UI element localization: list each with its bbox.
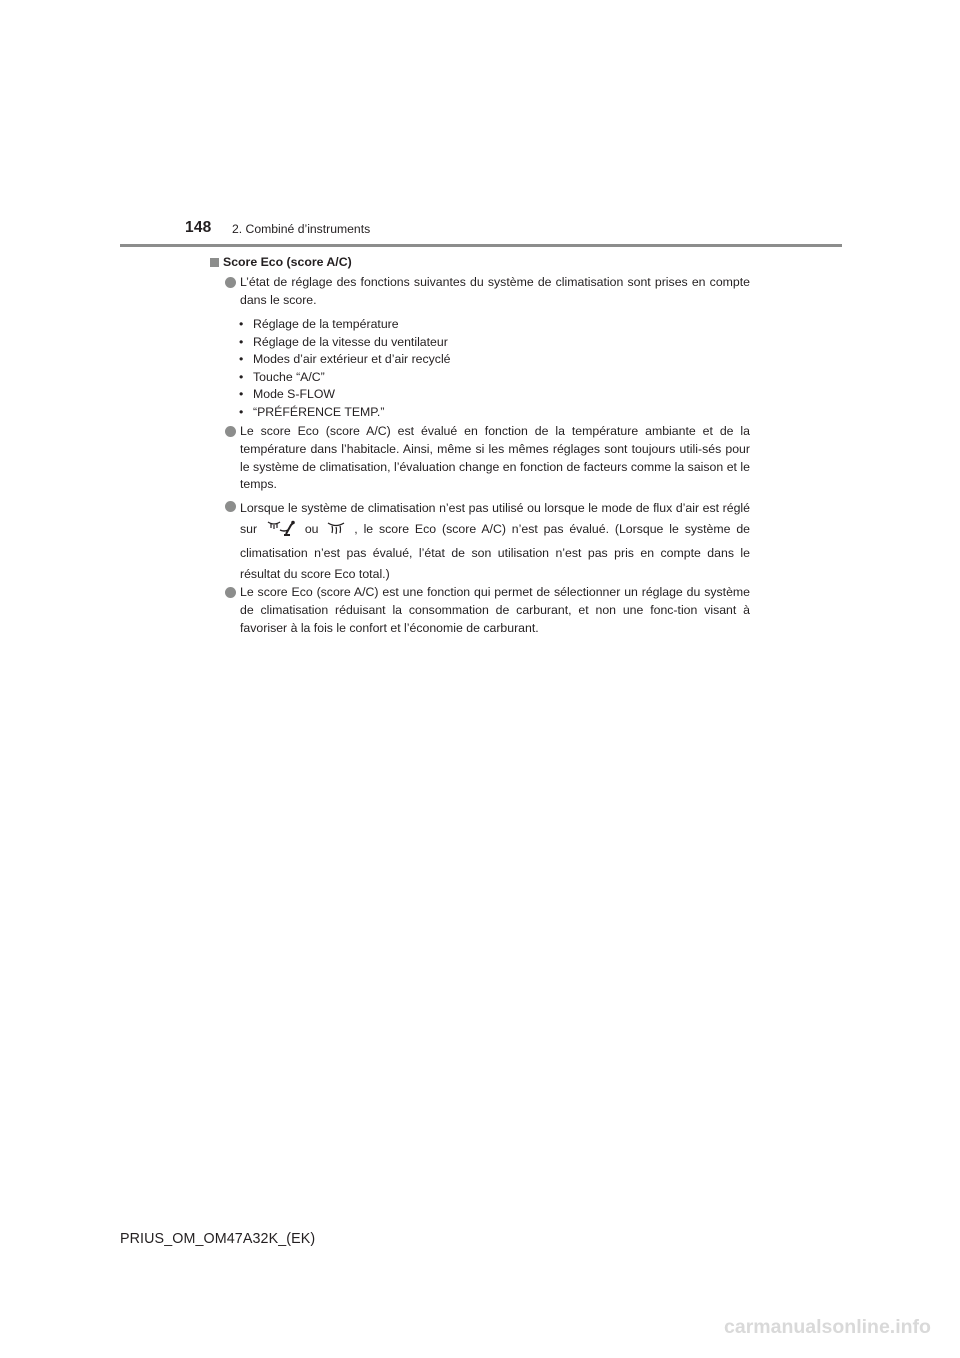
paragraph-2-text: Le score Eco (score A/C) est évalué en fonction de la température ambiante et de la température dans l’habitacle. Ainsi, même si les mêmes réglages sont toujours utili-sés pour le système de climatisation, l’évaluation change en fonction de facteurs comme la saison et le temps. bbox=[240, 424, 750, 492]
list-item: • Réglage de la température bbox=[238, 316, 451, 334]
paragraph-1 bbox=[240, 274, 750, 310]
paragraph-4 bbox=[240, 584, 750, 637]
list-item: • Modes d’air extérieur et d’air recyclé bbox=[238, 351, 451, 369]
paragraph-3-text-b: ou bbox=[304, 522, 319, 536]
circle-bullet-icon bbox=[225, 501, 236, 512]
paragraph-3-text-c: , le score Eco (score A/C) n’est pas évalué. (Lorsque le système de climatisation n’est pas évalué, l’état de son utilisation n’est pas pris en compte dans le résultat du score Eco total.) bbox=[240, 522, 751, 581]
paragraph-4-text: Le score Eco (score A/C) est une fonction qui permet de sélectionner un réglage du système de climatisation réduisant la consommation de carburant, et non une fonc-tion visant à favoriser à la fois le confort et l’économie de carburant. bbox=[240, 585, 750, 635]
list-item: • “PRÉFÉRENCE TEMP.” bbox=[238, 404, 451, 422]
paragraph-3 bbox=[240, 498, 750, 585]
square-bullet-icon bbox=[210, 258, 219, 267]
section-heading-text: Score Eco (score A/C) bbox=[223, 255, 352, 269]
page-number: 148 bbox=[185, 219, 212, 236]
windshield-defrost-icon bbox=[327, 520, 345, 543]
paragraph-2 bbox=[240, 423, 750, 494]
windshield-feet-airflow-icon bbox=[266, 520, 296, 543]
list-item: • Mode S-FLOW bbox=[238, 386, 451, 404]
document-code: PRIUS_OM_OM47A32K_(EK) bbox=[120, 1231, 316, 1247]
circle-bullet-icon bbox=[225, 426, 236, 437]
circle-bullet-icon bbox=[225, 277, 236, 288]
chapter-title: 2. Combiné d’instruments bbox=[232, 222, 371, 236]
paragraph-1-text: L’état de réglage des fonctions suivantes du système de climatisation sont prises en compte dans le score. bbox=[240, 275, 750, 307]
list-item: • Réglage de la vitesse du ventilateur bbox=[238, 334, 451, 352]
circle-bullet-icon bbox=[225, 587, 236, 598]
settings-list bbox=[238, 316, 451, 422]
header-rule bbox=[120, 244, 842, 247]
paragraph-3-text-a: Lorsque le système de climatisation n’est pas utilisé ou lorsque le mode de flux d’air est réglé sur bbox=[240, 501, 750, 536]
section-heading bbox=[210, 255, 352, 269]
watermark: carmanualsonline.info bbox=[724, 1316, 931, 1338]
list-item: • Touche “A/C” bbox=[238, 369, 451, 387]
